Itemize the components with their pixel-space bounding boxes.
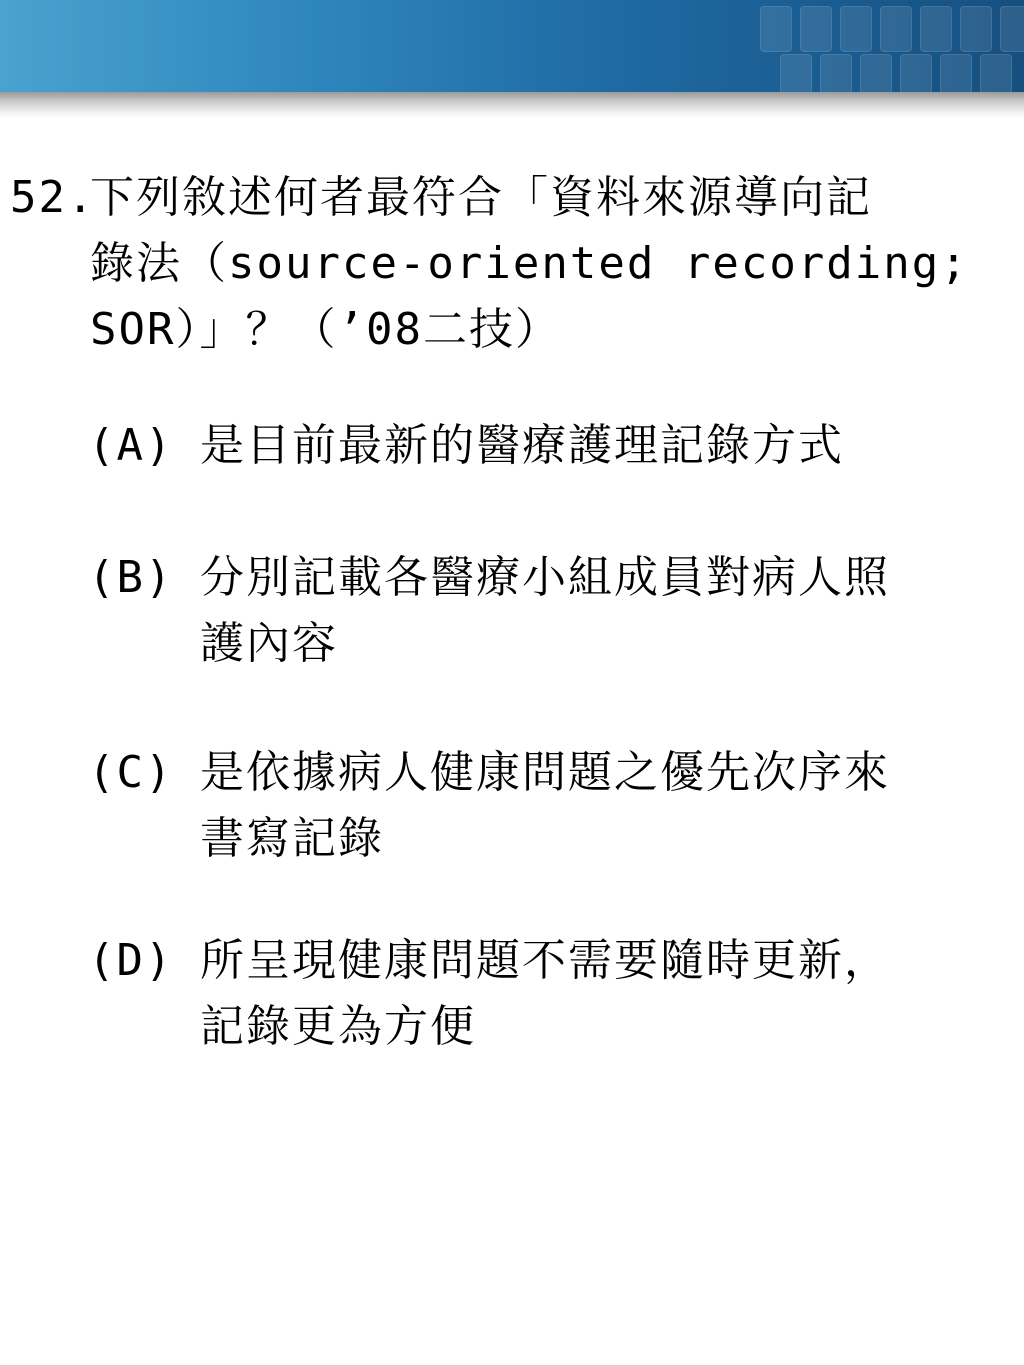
header-tile	[1000, 6, 1024, 52]
header-tile	[900, 54, 932, 92]
option-text-line: 所呈現健康問題不需要隨時更新，	[200, 935, 890, 986]
header-tile	[840, 6, 872, 52]
header-tile	[780, 54, 812, 92]
header-tile	[960, 6, 992, 52]
header-tile	[940, 54, 972, 92]
option-label: (C)	[88, 747, 174, 798]
question-line	[10, 165, 1010, 231]
option-text-line: 護內容	[200, 618, 338, 669]
option-d	[88, 928, 1008, 1060]
question-text-line: 下列敘述何者最符合「資料來源導向記	[90, 172, 872, 223]
option-a	[88, 413, 1008, 479]
question-line	[10, 297, 1010, 363]
header-tile	[820, 54, 852, 92]
header-tile	[760, 6, 792, 52]
header-tile	[880, 6, 912, 52]
header-banner	[0, 0, 1024, 92]
option-text-line: 是目前最新的醫療護理記錄方式	[200, 420, 844, 471]
option-text-line: 記錄更為方便	[200, 1001, 476, 1052]
header-tile	[860, 54, 892, 92]
option-text-line: 分別記載各醫療小組成員對病人照	[200, 552, 890, 603]
option-c	[88, 740, 1008, 872]
question-text-line: 錄法（source-oriented recording;	[90, 238, 969, 289]
header-shadow	[0, 92, 1024, 118]
option-text-line: 是依據病人健康問題之優先次序來	[200, 747, 890, 798]
header-tile	[800, 6, 832, 52]
option-label: (A)	[88, 420, 174, 471]
header-tile	[920, 6, 952, 52]
header-tile	[980, 54, 1012, 92]
question-stem	[10, 165, 1010, 363]
option-label: (B)	[88, 552, 174, 603]
question-text-line: SOR）」？（’08二技）	[90, 304, 561, 355]
option-b	[88, 545, 1008, 677]
option-label: (D)	[88, 935, 174, 986]
question-line	[10, 231, 1010, 297]
question-number: 52.	[10, 172, 96, 223]
option-text-line: 書寫記錄	[200, 813, 384, 864]
